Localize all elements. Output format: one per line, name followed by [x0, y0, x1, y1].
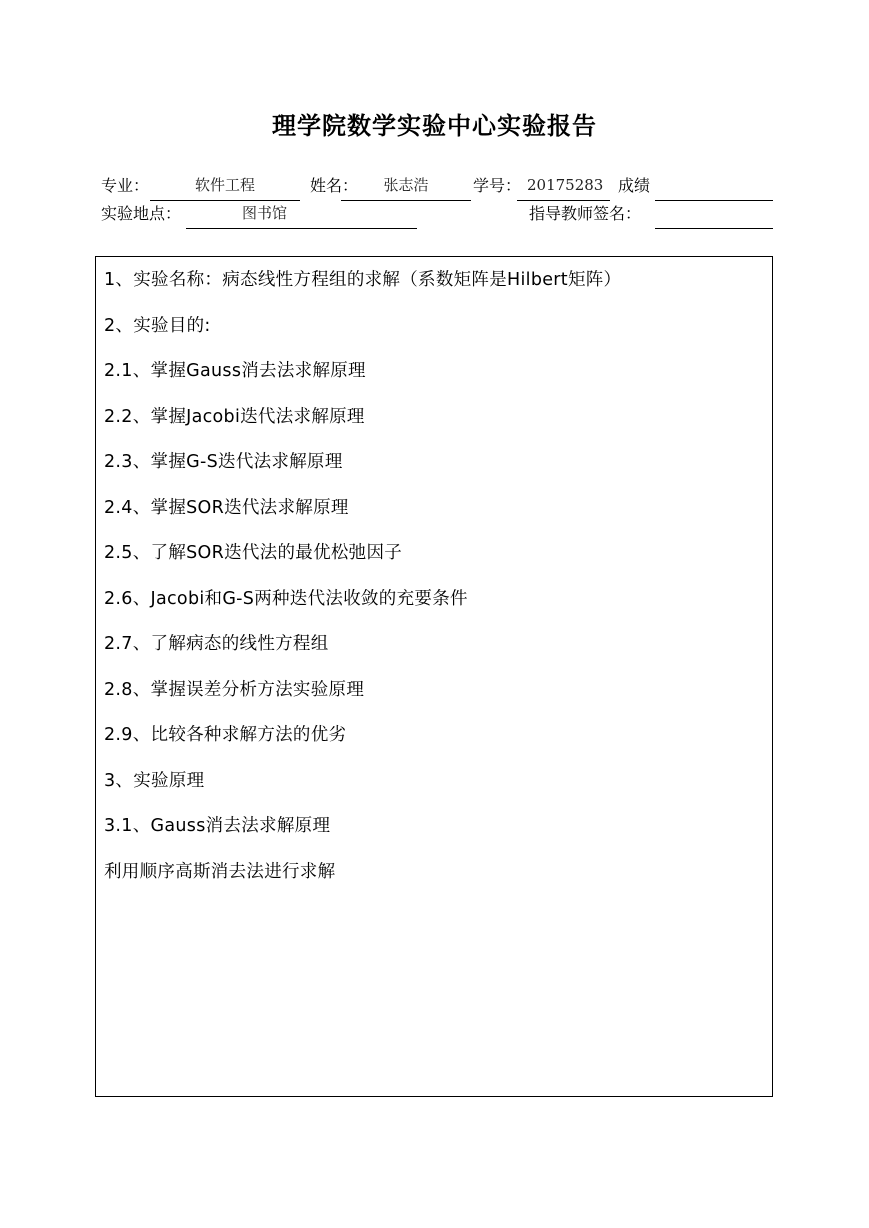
name-field[interactable]: 张志浩	[341, 171, 471, 201]
major-field[interactable]: 软件工程	[150, 171, 300, 201]
content-line: 3.1、Gauss消去法求解原理	[104, 816, 331, 836]
content-line: 2、实验目的:	[104, 315, 211, 336]
advisor-signature-label: 指导教师签名：	[529, 204, 642, 223]
content-line: 1、实验名称：病态线性方程组的求解（系数矩阵是Hilbert矩阵）	[104, 270, 622, 290]
info-row-1	[0, 171, 869, 201]
content-line: 3、实验原理	[104, 770, 205, 791]
content-line: 2.7、了解病态的线性方程组	[104, 634, 329, 654]
content-line: 2.3、掌握G-S迭代法求解原理	[104, 452, 343, 472]
content-line: 2.6、Jacobi和G-S两种迭代法收敛的充要条件	[104, 588, 468, 609]
student-id-label: 学号：	[473, 176, 522, 195]
page-title: 理学院数学实验中心实验报告	[272, 112, 597, 140]
info-row-2	[0, 199, 869, 229]
content-line: 2.2、掌握Jacobi迭代法求解原理	[104, 406, 365, 427]
advisor-signature-field[interactable]	[655, 199, 773, 229]
location-label: 实验地点：	[101, 204, 182, 223]
content-line: 2.5、了解SOR迭代法的最优松弛因子	[104, 543, 403, 563]
major-label: 专业：	[101, 176, 150, 195]
name-label: 姓名：	[310, 176, 359, 195]
grade-label: 成绩	[618, 176, 651, 195]
content-line: 2.9、比较各种求解方法的优劣	[104, 725, 347, 745]
content-line: 利用顺序高斯消去法进行求解	[104, 861, 336, 882]
report-content	[104, 260, 764, 897]
content-line: 2.1、掌握Gauss消去法求解原理	[104, 361, 366, 381]
content-line: 2.8、掌握误差分析方法实验原理	[104, 679, 365, 700]
content-line: 2.4、掌握SOR迭代法求解原理	[104, 497, 349, 518]
student-id-field[interactable]: 20175283	[517, 171, 610, 201]
location-field[interactable]: 图书馆	[186, 199, 417, 229]
report-content-box	[95, 256, 773, 1097]
grade-field[interactable]	[655, 171, 773, 201]
